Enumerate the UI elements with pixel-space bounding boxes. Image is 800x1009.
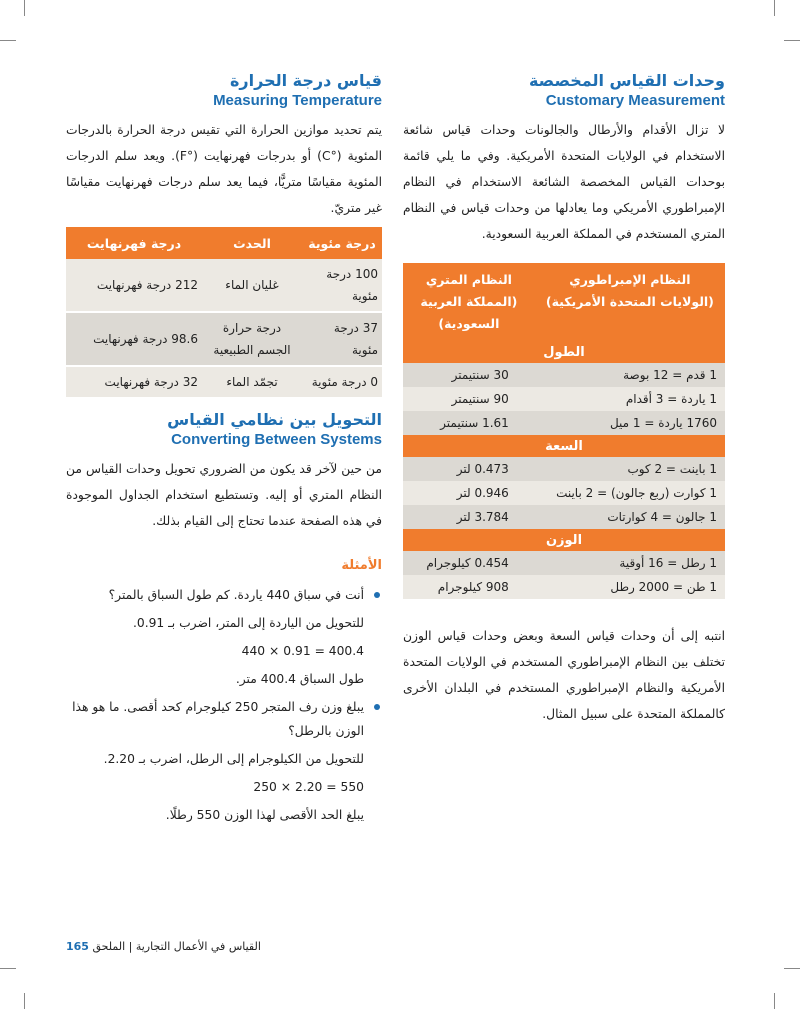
example-equation: 550 = 2.20 × 250 xyxy=(253,780,364,794)
page-number: 165 xyxy=(66,940,89,953)
table-row xyxy=(403,457,725,481)
example-answer: طول السباق 400.4 متر. xyxy=(235,672,364,686)
celsius-cell: 0 درجة مئوية xyxy=(302,366,382,398)
th-celsius: درجة مئوية xyxy=(302,227,382,259)
table-row xyxy=(403,505,725,529)
example-step: للتحويل من الكيلوجرام إلى الرطل، اضرب بـ 2.20. xyxy=(103,752,364,766)
metric-cell: 3.784 لتر xyxy=(403,505,535,529)
table-row xyxy=(66,259,382,312)
crop-mark xyxy=(0,968,16,969)
temperature-intro: يتم تحديد موازين الحرارة التي تقيس درجة الحرارة بالدرجات المئوية (°C) أو بدرجات فهرنهايت (°F). ويعد سلم الدرجات المئوية مقياسًا متريًّا، فيما يعد سلم درجات فهرنهايت مقياسًا غير متريّ. xyxy=(66,123,382,215)
metric-cell: 0.473 لتر xyxy=(403,457,535,481)
converting-title-ar: التحويل بين نظامي القياس xyxy=(167,410,382,429)
metric-cell: 908 كيلوجرام xyxy=(403,575,535,599)
metric-cell: 0.454 كيلوجرام xyxy=(403,551,535,575)
table-row xyxy=(403,363,725,387)
section-capacity: السعة xyxy=(403,435,725,457)
table-row xyxy=(66,366,382,398)
imperial-cell: 1 قدم = 12 بوصة xyxy=(535,363,725,387)
bullet-icon xyxy=(374,704,380,710)
footer-text: القياس في الأعمال التجارية | الملحق xyxy=(92,940,261,953)
temperature-title-ar: قياس درجة الحرارة xyxy=(229,71,382,90)
imperial-cell: 1760 ياردة = 1 ميل xyxy=(535,411,725,435)
imperial-cell: 1 ياردة = 3 أقدام xyxy=(535,387,725,411)
imperial-cell: 1 كوارت (ربع جالون) = 2 باينت xyxy=(535,481,725,505)
example-question xyxy=(66,695,382,743)
imperial-cell: 1 طن = 2000 رطل xyxy=(535,575,725,599)
th-event: الحدث xyxy=(202,227,302,259)
event-cell: غليان الماء xyxy=(202,259,302,312)
metric-cell: 1.61 سنتيمتر xyxy=(403,411,535,435)
page-footer xyxy=(66,940,261,953)
crop-mark xyxy=(24,0,25,16)
metric-cell: 0.946 لتر xyxy=(403,481,535,505)
table-row xyxy=(403,411,725,435)
examples-title: الأمثلة xyxy=(341,558,382,573)
crop-mark xyxy=(774,993,775,1009)
th-fahrenheit: درجة فهرنهايت xyxy=(66,227,202,259)
imperial-cell: 1 رطل = 16 أوقية xyxy=(535,551,725,575)
example-answer: يبلغ الحد الأقصى لهذا الوزن 550 رطلًا. xyxy=(165,808,364,822)
customary-intro: لا تزال الأقدام والأرطال والجالونات وحدات قياس شائعة الاستخدام في الولايات المتحدة الأمريكية. وفي ما يلي قائمة بوحدات القياس المخصصة الشائعة الاستخدام في النظام الإمبراطوري الأمريكي وما يعادلها من وحدات قياس في النظام المتري المستخدم في المملكة العربية السعودية. xyxy=(403,123,725,241)
temperature-section xyxy=(66,70,382,827)
imperial-cell: 1 باينت = 2 كوب xyxy=(535,457,725,481)
converting-section xyxy=(66,409,382,827)
crop-mark xyxy=(784,40,800,41)
crop-mark xyxy=(0,40,16,41)
crop-mark xyxy=(784,968,800,969)
customary-section xyxy=(403,70,725,727)
converting-title-en: Converting Between Systems xyxy=(171,431,382,448)
fahrenheit-cell: 212 درجة فهرنهايت xyxy=(66,259,202,312)
table-row xyxy=(403,481,725,505)
col-imperial-header: النظام الإمبراطوري (الولايات المتحدة الأمريكية) xyxy=(535,263,725,341)
temperature-title-en: Measuring Temperature xyxy=(213,92,382,109)
example-equation: 400.4 = 0.91 × 440 xyxy=(241,644,364,658)
crop-mark xyxy=(24,993,25,1009)
event-cell: تجمّد الماء xyxy=(202,366,302,398)
table-row xyxy=(403,575,725,599)
customary-title-ar: وحدات القياس المخصصة xyxy=(528,71,725,90)
col-metric-header: النظام المتري (المملكة العربية السعودية) xyxy=(403,263,535,341)
fahrenheit-cell: 32 درجة فهرنهايت xyxy=(66,366,202,398)
customary-title-en: Customary Measurement xyxy=(545,92,725,109)
celsius-cell: 100 درجة مئوية xyxy=(302,259,382,312)
celsius-cell: 37 درجة مئوية xyxy=(302,312,382,366)
section-length: الطول xyxy=(403,341,725,363)
example-question-text: أنت في سباق 440 ياردة. كم طول السباق بالمتر؟ xyxy=(108,588,364,602)
converting-intro: من حين لآخر قد يكون من الضروري تحويل وحدات القياس من النظام المتري أو إليه. وتستطيع استخدام الجداول الموجودة في هذه الصفحة عندما تحتاج إلى القيام بذلك. xyxy=(66,462,382,528)
table-row xyxy=(66,312,382,366)
table-row xyxy=(403,387,725,411)
fahrenheit-cell: 98.6 درجة فهرنهايت xyxy=(66,312,202,366)
customary-table xyxy=(403,263,725,599)
customary-note: انتبه إلى أن وحدات قياس السعة وبعض وحدات قياس الوزن تختلف بين النظام الإمبراطوري المستخدم في الولايات المتحدة الأمريكية والنظام الإمبراطوري المستخدم في البلدان الأخرى كالمملكة المتحدة على سبيل المثال. xyxy=(403,629,725,721)
table-row xyxy=(403,551,725,575)
crop-mark xyxy=(774,0,775,16)
metric-cell: 90 سنتيمتر xyxy=(403,387,535,411)
metric-cell: 30 سنتيمتر xyxy=(403,363,535,387)
example-question-text: يبلغ وزن رف المتجر 250 كيلوجرام كحد أقصى. ما هو هذا الوزن بالرطل؟ xyxy=(72,700,364,738)
section-weight: الوزن xyxy=(403,529,725,551)
temperature-table xyxy=(66,227,382,399)
example-question xyxy=(66,583,382,607)
event-cell: درجة حرارة الجسم الطبيعية xyxy=(202,312,302,366)
imperial-cell: 1 جالون = 4 كوارتات xyxy=(535,505,725,529)
example-step: للتحويل من الياردة إلى المتر، اضرب بـ 0.91. xyxy=(132,616,364,630)
bullet-icon xyxy=(374,592,380,598)
